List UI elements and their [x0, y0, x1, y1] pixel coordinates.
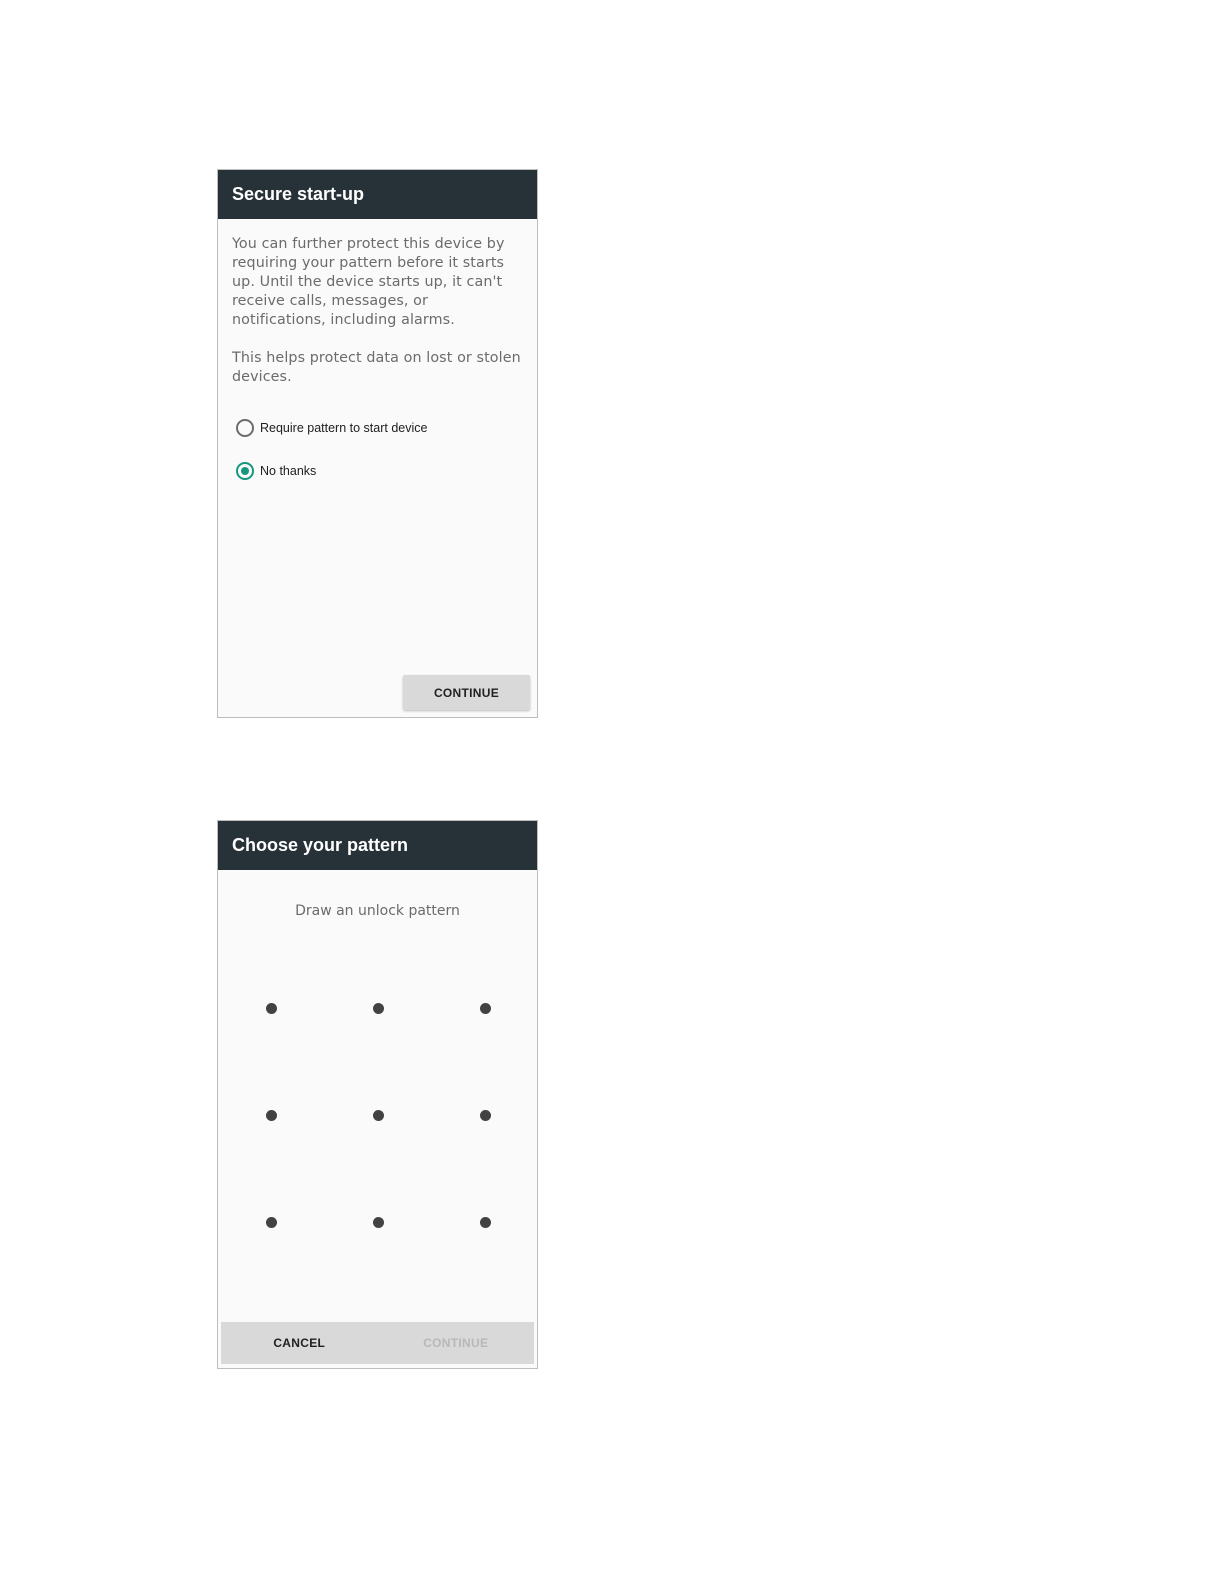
- pattern-instruction: Draw an unlock pattern: [295, 903, 460, 919]
- radio-checked-icon[interactable]: [236, 462, 254, 480]
- radio-label: Require pattern to start device: [260, 421, 428, 435]
- radio-option-no-thanks[interactable]: [236, 462, 316, 480]
- appbar: [218, 170, 537, 219]
- pattern-grid[interactable]: [218, 951, 537, 1281]
- bottom-button-bar: [221, 1322, 534, 1364]
- cancel-button[interactable]: CANCEL: [221, 1322, 378, 1364]
- pattern-dot[interactable]: [266, 1003, 277, 1014]
- pattern-dot[interactable]: [373, 1003, 384, 1014]
- appbar: [218, 821, 537, 870]
- screen-title: Choose your pattern: [232, 835, 409, 855]
- secure-startup-screen: [217, 169, 538, 718]
- radio-label: No thanks: [260, 464, 317, 478]
- pattern-dot[interactable]: [480, 1217, 491, 1228]
- radio-unchecked-icon[interactable]: [236, 419, 254, 437]
- pattern-dot[interactable]: [480, 1110, 491, 1121]
- continue-button-disabled: CONTINUE: [378, 1322, 535, 1364]
- pattern-dot[interactable]: [266, 1217, 277, 1228]
- continue-button[interactable]: CONTINUE: [403, 675, 530, 710]
- description-paragraph: You can further protect this device by requiring your pattern before it starts up. Until the device starts up, it can't receive calls, messages, or notifications, including alarms.: [232, 236, 505, 328]
- description-paragraph-secondary: This helps protect data on lost or stolen devices.: [232, 350, 521, 385]
- pattern-dot[interactable]: [373, 1110, 384, 1121]
- pattern-dot[interactable]: [373, 1217, 384, 1228]
- choose-pattern-screen: [217, 820, 538, 1369]
- pattern-dot[interactable]: [266, 1110, 277, 1121]
- pattern-dot[interactable]: [480, 1003, 491, 1014]
- radio-option-require-pattern[interactable]: [236, 419, 427, 437]
- screen-title: Secure start-up: [232, 184, 365, 204]
